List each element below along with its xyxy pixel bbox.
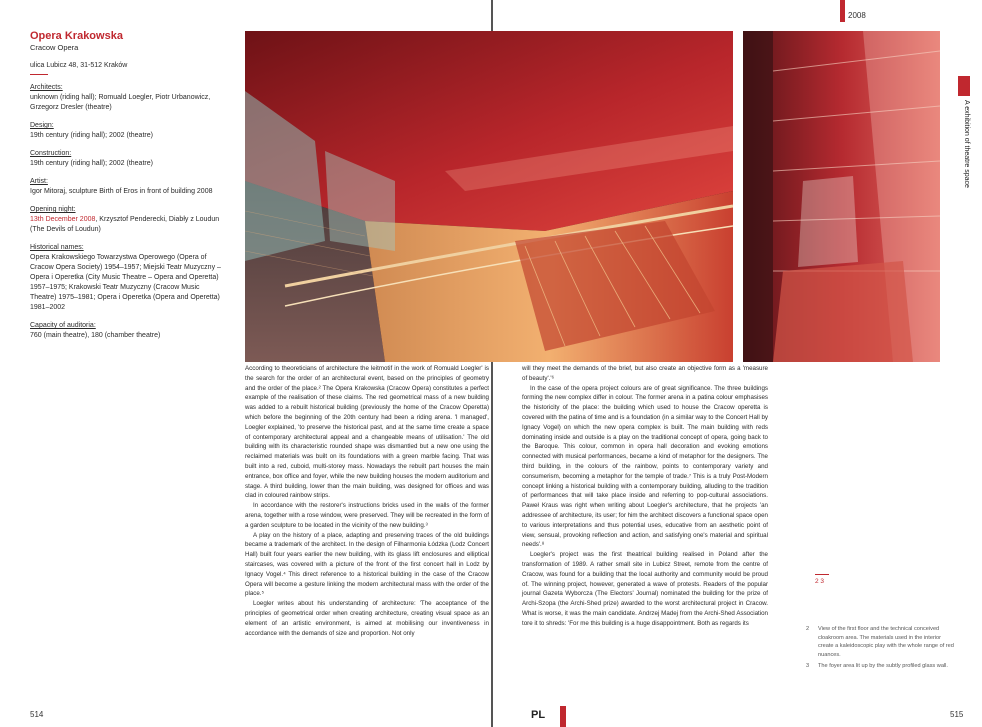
page-number-left: 514	[30, 710, 44, 719]
body-column-right	[522, 364, 768, 629]
artist-label: Artist:	[30, 178, 48, 185]
paragraph: Loegler's project was the first theatrical building realised in Poland after the transformation of 1989. A rather small site in Lubicz Street, remote from the centre of Cracow, was found for a building that the local authority and community would be proud of. The winning project, however, generated a wave of protests. Readers of the popular journal Gazeta Wyborcza (The Electors' Journal) nominated the building for the prize of Archi-Szopa (the Archi-Shed prize) awarded to the worst architectural project in Cracow. What is worse, it was the main candidate. Andrzej Madej from the Archi-Shed Association tore it to shreds: 'For me this building is a huge disappointment. Both as regards its	[522, 551, 768, 627]
paragraph: In accordance with the restorer's instructions bricks used in the walls of the former arena, together with a rose window, were preserved. They will be recreated in the form of a garden sculpture to be located in the vicinity of the new building.³	[245, 502, 489, 529]
year-label: 2008	[848, 11, 866, 20]
section-vertical-text: A exhibition of theatre space	[963, 100, 970, 188]
historical-label: Historical names:	[30, 244, 84, 251]
construction-label: Construction:	[30, 150, 72, 157]
paragraph: A play on the history of a place, adapting and preserving traces of the old buildings became a trademark of the architect. In the design of Filharmonia Łódzka (Lodz Concert Hall) built four years earlier the new building, with its glass lift enclosures and elliptical staircases, was covered with a picture of the front of the first concert hall in Lodz by Ignacy Vogel.⁴ This direct reference to a historical building in the case of the Cracow Opera will become a gesture linking the modern architectural mass with the order of the place.⁵	[245, 531, 489, 598]
artist-value: Igor Mitoraj, sculpture Birth of Eros in front of building 2008	[30, 188, 213, 195]
year-marker-bar	[840, 0, 845, 22]
page-number-right: 515	[950, 710, 964, 719]
opening-value	[30, 215, 225, 235]
section-tab	[958, 76, 970, 96]
opening-details: , Krzysztof Penderecki, Diabły z Loudun (The Devils of Loudun)	[30, 216, 220, 233]
body-column-left	[245, 364, 489, 638]
caption	[806, 625, 956, 659]
building-address: ulica Lubicz 48, 31-512 Kraków	[30, 62, 128, 69]
paragraph: will they meet the demands of the brief, but also create an objective form as a 'measure of beauty'.'⁶	[522, 365, 768, 382]
language-tag-bar	[560, 706, 566, 727]
building-title: Opera Krakowska	[30, 30, 123, 42]
caption-number: 2	[806, 626, 810, 632]
architects-label: Architects:	[30, 84, 63, 91]
building-info-sidebar	[30, 30, 225, 341]
historical-value: Opera Krakowskiego Towarzystwa Operowego (Opera of Cracow Opera Society) 1954–1957; Miejski Teatr Muzyczny – Opera i Operetka (City Music Theatre – Opera and Operetta) 1957–1975; Krakowski Teatr Muzyczny (Cracow Music Theatre) 1975–1981; Opera i Operetka (Opera and Operetta) 1981–2002	[30, 254, 221, 311]
caption-divider	[815, 574, 829, 575]
design-label: Design:	[30, 122, 54, 129]
capacity-label: Capacity of auditoria:	[30, 322, 96, 329]
capacity-value: 760 (main theatre), 180 (chamber theatre)	[30, 332, 161, 339]
opening-label: Opening night:	[30, 206, 76, 213]
opening-date: 13th December 2008	[30, 216, 96, 223]
construction-value: 19th century (riding hall); 2002 (theatre)	[30, 160, 153, 167]
language-tag: PL	[531, 709, 546, 721]
photo-captions	[806, 625, 956, 674]
paragraph: Loegler writes about his understanding of architecture: 'The acceptance of the principles of geometrical order when creating architecture, creating visual space as an element of an artistic environment, is aimed at mobilising our inventiveness in accordance with the demands of size and proportion. Not only	[245, 600, 489, 637]
section-vertical-label	[950, 100, 978, 220]
paragraph: In the case of the opera project colours are of great significance. The three buildings forming the new complex differ in colour. The former arena in a patina colour emphasises the historicity of the place: the building which used to house the Cracow operetta is covered with the patina of time and is a foundation (in a similar way to the Concert Hall by Ignacy Vogel) on which the new opera complex is built. The main building with reds dominating inside and outside is a play on the traditional concept of opera, going back to the Baroque. This colour, common in opera hall decoration and evoking emotions connected with musical performances, became a kind of metaphor for the designers. The third building, in the colours of the rainbow, points to contemporary variety and consumerism, becoming a metaphor for the temple of trade.⁷ This is a truly Post-Modern concept linking a historical building with a contemporary building, alluding to the tradition of performances that will take place inside and referring to pop-cultural associations. Paweł Kraus was right when writing about Loegler's architecture, that he projects 'an addressee of architecture, its user; for him the architect discovers a functional space open to various interpretations and thus potential uses, educative from an aesthetic point of view, sensual, provoking reflection and action, and satisfying one's material and spiritual needs'.⁸	[522, 384, 768, 549]
caption	[806, 662, 956, 671]
caption-numbers: 2 3	[815, 578, 825, 585]
paragraph: According to theoreticians of architecture the leitmotif in the work of Romuald Loegler' is the search for the order of an architectural event, based on the principles of geometry and the order of the place.² The Opera Krakowska (Cracow Opera) constitutes a perfect example of the realisation of these claims. The red geometrical mass of a new building was added to a rebuilt historical building (previously the home of the Cracow Operetta) which before the beginning of the 20th century had been a riding arena. 'I managed', Loegler explained, 'to preserve the historical past, and at the same time create a space of contemporary architectural appeal and a changeable means of utilisation.' The old building with its characteristic rounded shape was dismantled but a new one using the reclaimed materials was built on its foundations with a green marble facing. That was built into a red, cuboid, multi-storey mass. Nowadays the rebuilt part houses the main entrance, box office and foyer, while the new building houses the modern auditorium and stage. A third building, lower than the main building, was designed for offices and was clad in coloured rainbow strips.	[245, 365, 489, 500]
caption-text: The foyer area lit up by the subtly profiled glass wall.	[818, 663, 948, 670]
architects-value: unknown (riding hall); Romuald Loegler, Piotr Urbanowicz, Grzegorz Dresler (theatre)	[30, 94, 211, 111]
building-subtitle: Cracow Opera	[30, 43, 79, 52]
interior-photo-main	[245, 31, 733, 362]
caption-number: 3	[806, 663, 810, 670]
foyer-photo-side	[743, 31, 940, 362]
caption-text: View of the first floor and the technical conceived cloakroom area. The materials used in the interior create a kaleidoscopic play with the whole range of red nuances.	[818, 626, 954, 658]
divider	[30, 74, 48, 75]
design-value: 19th century (riding hall); 2002 (theatre)	[30, 132, 153, 139]
